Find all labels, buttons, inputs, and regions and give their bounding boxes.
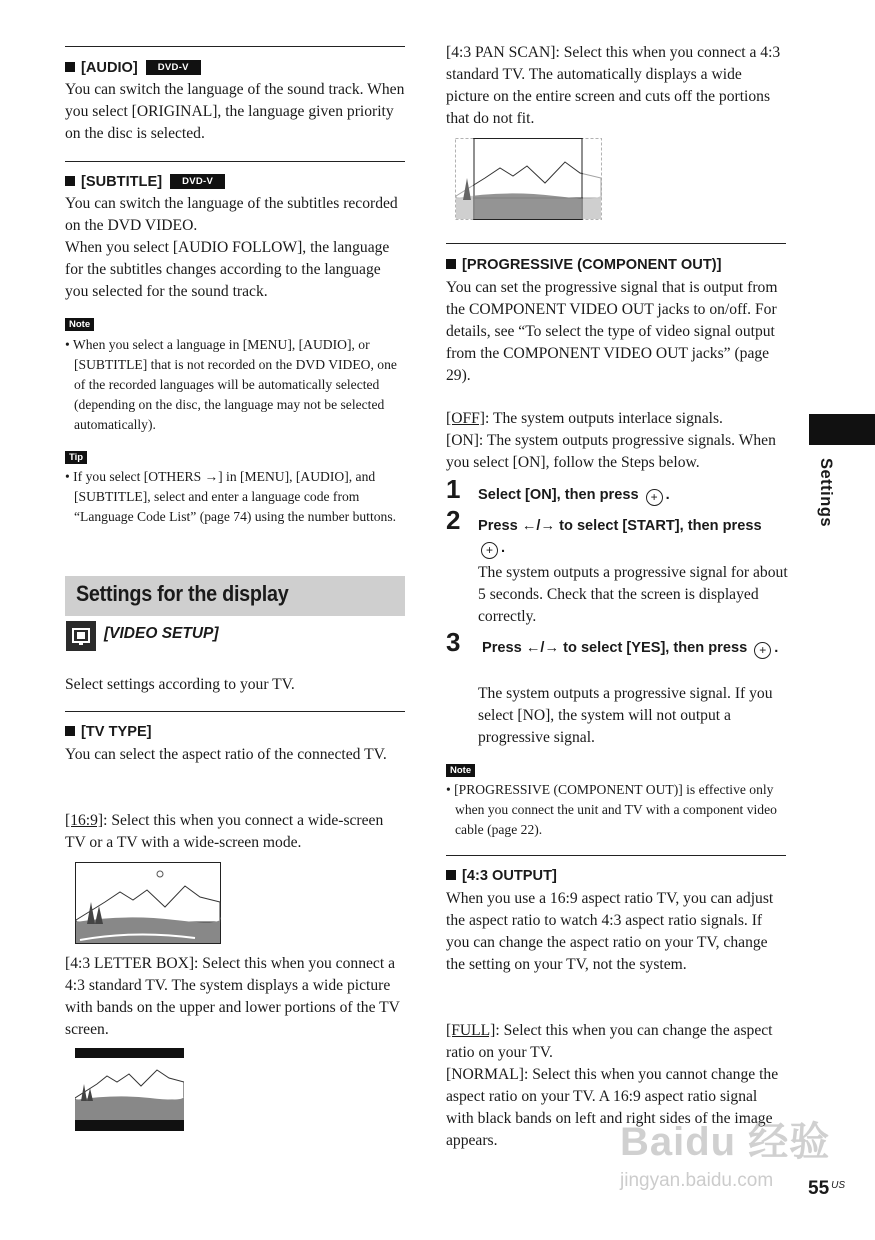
step-number: 2 bbox=[446, 505, 461, 535]
side-tab-label: Settings bbox=[817, 458, 835, 528]
video-setup-label: [VIDEO SETUP] bbox=[104, 625, 219, 642]
step-number: 3 bbox=[446, 627, 461, 657]
tv-type-body: You can select the aspect ratio of the connected TV. bbox=[65, 746, 387, 763]
audio-body: You can switch the language of the sound track. When you select [ORIGINAL], the language given priority on the disc is selected. bbox=[65, 81, 405, 142]
step-text: The system outputs a progressive signal for about 5 seconds. Check that the screen is displayed correctly. bbox=[478, 564, 788, 625]
note-text: • When you select a language in [MENU], [AUDIO], or [SUBTITLE] that is not recorded on the DVD VIDEO, one of the recorded languages will be automatically selected (depending on the disc, the language may not be selected automatically). bbox=[65, 337, 397, 432]
divider bbox=[65, 46, 405, 47]
note-label: Note bbox=[65, 318, 94, 331]
step-number: 1 bbox=[446, 474, 461, 504]
section-tab-marker bbox=[809, 414, 875, 445]
step-heading: Select [ON], then press + . bbox=[478, 487, 670, 504]
tip-label: Tip bbox=[65, 451, 87, 464]
progressive-body: You can set the progressive signal that is output from the COMPONENT VIDEO OUT jacks to on/off. For details, see “To select the type of video signal output from the COMPONENT VIDEO OUT jacks” (page 29). bbox=[446, 279, 778, 384]
wide-screen-illustration bbox=[75, 862, 221, 944]
tv-type-letterbox: [4:3 LETTER BOX]: Select this when you connect a 4:3 standard TV. The system displays a wide picture with bands on the upper and lower portions of the TV screen. bbox=[65, 955, 400, 1038]
subtitle-body-1: You can switch the language of the subtitles recorded on the DVD VIDEO. bbox=[65, 195, 398, 234]
progressive-off: [OFF]: The system outputs interlace signals. bbox=[446, 410, 723, 427]
watermark-logo: Baidu 经验 bbox=[620, 1120, 831, 1164]
note-text: • [PROGRESSIVE (COMPONENT OUT)] is effective only when you connect the unit and TV with a component video cable (page 22). bbox=[446, 782, 777, 837]
section-title: Settings for the display bbox=[76, 581, 289, 606]
step-text: The system outputs a progressive signal. If you select [NO], the system will not output a progressive signal. bbox=[478, 685, 773, 746]
step-heading: Press ←/→ to select [START], then press + . bbox=[478, 518, 762, 557]
dvd-v-badge: DVD-V bbox=[146, 60, 201, 75]
subtitle-heading: [SUBTITLE] DVD-V bbox=[65, 174, 225, 190]
pan-scan-illustration bbox=[455, 138, 602, 220]
tv-type-169: [16:9]: Select this when you connect a wide-screen TV or a TV with a wide-screen mode. bbox=[65, 812, 384, 851]
enter-button-icon: + bbox=[646, 489, 663, 506]
tv-type-panscan: [4:3 PAN SCAN]: Select this when you connect a 4:3 standard TV. The automatically displays a wide picture on the entire screen and cuts off the portions that do not fit. bbox=[446, 44, 781, 127]
section-banner bbox=[65, 576, 405, 616]
video-setup-icon bbox=[66, 621, 96, 651]
letterbox-illustration bbox=[75, 1048, 184, 1131]
display-intro: Select settings according to your TV. bbox=[65, 676, 295, 693]
divider bbox=[446, 243, 786, 244]
divider bbox=[446, 855, 786, 856]
output43-full: [FULL]: Select this when you can change the aspect ratio on your TV. bbox=[446, 1022, 773, 1061]
progressive-on: [ON]: The system outputs progressive signals. When you select [ON], follow the Steps below. bbox=[446, 432, 776, 471]
audio-heading: [AUDIO] DVD-V bbox=[65, 60, 201, 76]
page-number: 55 $^{US}$ bbox=[808, 1178, 846, 1199]
divider bbox=[65, 711, 405, 712]
output43-body: When you use a 16:9 aspect ratio TV, you can adjust the aspect ratio to watch 4:3 aspect ratio signals. If you can change the aspect ratio on your TV, change the setting on your TV, not the system. bbox=[446, 890, 774, 973]
step-heading: Press ←/→ to select [YES], then press + . bbox=[482, 640, 779, 657]
output43-normal: [NORMAL]: Select this when you cannot change the aspect ratio on your TV. A 16:9 aspect ratio signal with black bands on left and right sides of the image appears. bbox=[446, 1066, 779, 1149]
enter-button-icon: + bbox=[754, 642, 771, 659]
tip-text: • If you select [OTHERS →] in [MENU], [AUDIO], and [SUBTITLE], select and enter a language code from “Language Code List” (page 74) using the number buttons. bbox=[65, 469, 397, 524]
watermark-url: jingyan.baidu.com bbox=[620, 1170, 774, 1191]
tv-type-heading: [TV TYPE] bbox=[65, 724, 152, 740]
enter-button-icon: + bbox=[481, 542, 498, 559]
output43-heading: [4:3 OUTPUT] bbox=[446, 868, 557, 884]
note-label: Note bbox=[446, 764, 475, 777]
dvd-v-badge: DVD-V bbox=[170, 174, 225, 189]
divider bbox=[65, 161, 405, 162]
progressive-heading: [PROGRESSIVE (COMPONENT OUT)] bbox=[446, 257, 721, 273]
subtitle-body-2: When you select [AUDIO FOLLOW], the language for the subtitles changes according to the language you selected for the sound track. bbox=[65, 239, 390, 300]
